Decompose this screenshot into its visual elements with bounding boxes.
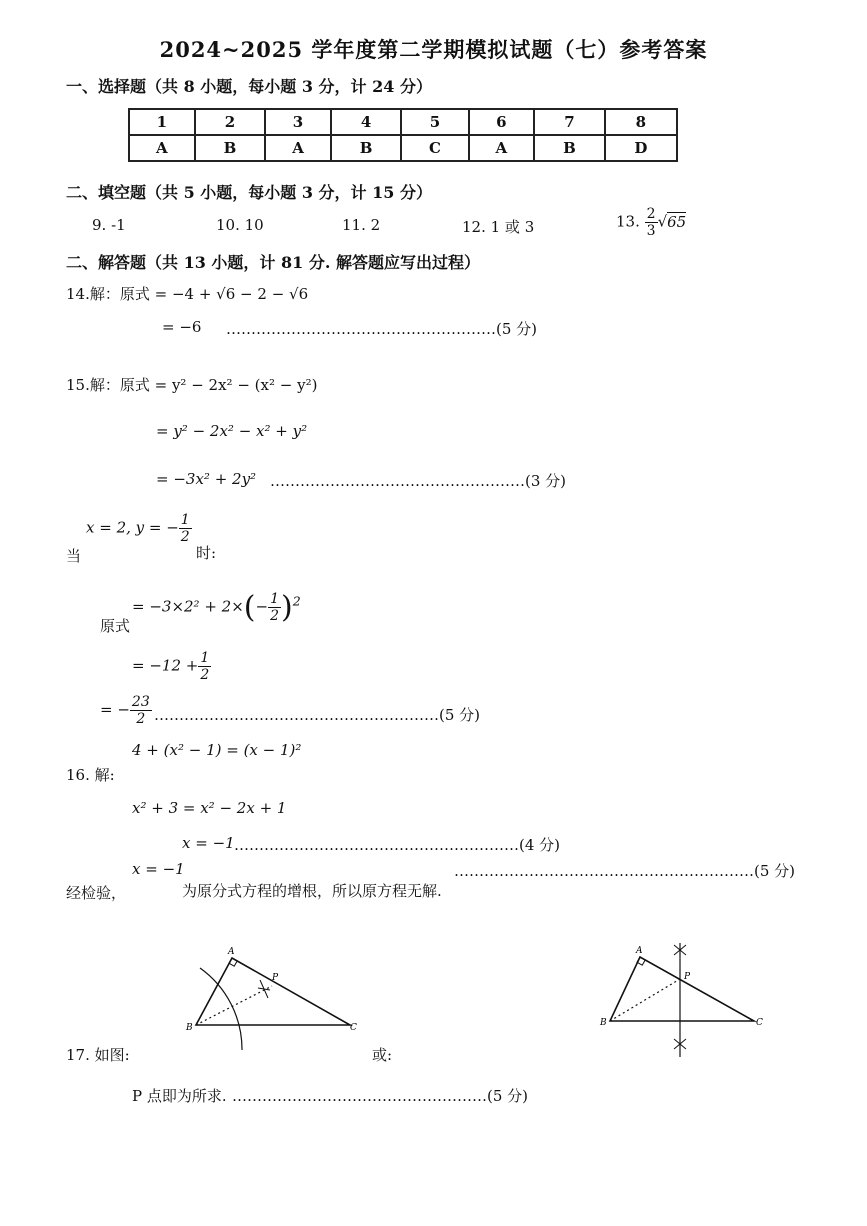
fraction-numerator: 1 — [180, 512, 190, 528]
page-title: 2024~2025 学年度第二学期模拟试题（七）参考答案 — [159, 37, 708, 62]
q14-line1: 14.解：原式 = −4 + √6 − 2 − √6 — [66, 285, 309, 303]
section2-heading: 二、填空题（共 5 小题，每小题 3 分，计 15 分） — [66, 183, 432, 202]
q13-fraction — [645, 206, 658, 239]
q16-label: 16. 解: — [66, 766, 115, 784]
step2-fraction — [198, 650, 211, 683]
q14-score: ………………………………………………(5 分) — [226, 320, 538, 338]
angle-bisector — [196, 986, 272, 1025]
table-cell: A — [129, 135, 195, 161]
q15-when-label: 当 — [66, 547, 82, 565]
q16-score-4: …………………………………………………(4 分) — [234, 836, 561, 854]
triangle-abc — [610, 957, 754, 1021]
table-cell: 7 — [534, 109, 605, 135]
fraction-numerator: 1 — [200, 650, 210, 666]
table-cell: 6 — [469, 109, 535, 135]
fraction-numerator: 1 — [270, 590, 280, 607]
point-c-label: C — [350, 1023, 357, 1033]
q13-number: 13. — [616, 212, 640, 231]
table-cell: 8 — [605, 109, 677, 135]
step2-expression: = −12 + — [132, 656, 199, 675]
q16-eq2: x² + 3 = x² − 2x + 1 — [132, 799, 287, 817]
answer-q13 — [616, 206, 686, 239]
point-b-label: B — [186, 1023, 193, 1033]
point-p-label: P — [272, 973, 279, 983]
answer-q12: 12. 1 或 3 — [462, 218, 535, 236]
fraction-numerator: 23 — [131, 694, 150, 710]
fraction-denominator: 2 — [180, 529, 190, 546]
q16-check-label: 经检验， — [66, 884, 127, 902]
table-cell: A — [265, 135, 331, 161]
q15-when-tail: 时: — [196, 544, 217, 562]
point-p-label: P — [684, 972, 691, 982]
table-cell: C — [401, 135, 468, 161]
q13-radicand: 65 — [667, 212, 687, 231]
step1-fraction — [268, 591, 281, 624]
answer-table-number-row — [129, 109, 677, 135]
triangle-abc — [196, 958, 350, 1025]
answer-q9: 9. -1 — [92, 216, 126, 234]
section1-heading: 一、选择题（共 8 小题，每小题 3 分，计 24 分） — [66, 77, 432, 96]
table-cell: B — [534, 135, 605, 161]
q16-eq4: x = −1 — [132, 860, 185, 878]
table-cell: D — [605, 135, 677, 161]
table-cell: 2 — [195, 109, 266, 135]
point-a-label: A — [228, 947, 235, 957]
condition-expression: x = 2, y = − — [86, 518, 179, 537]
figure-construction-2 — [598, 935, 768, 1065]
section3-heading: 二、解答题（共 13 小题，计 81 分. 解答题应写出过程） — [66, 253, 480, 272]
q17-score: ……………………………………………(5 分) — [232, 1087, 529, 1105]
q15-score-3: ……………………………………………(3 分) — [270, 472, 567, 490]
table-cell: B — [195, 135, 266, 161]
table-cell: 4 — [331, 109, 402, 135]
answer-q11: 11. 2 — [342, 216, 381, 234]
arc-mark — [258, 980, 270, 998]
q17-or-label: 或: — [372, 1046, 393, 1064]
construction-arc — [200, 968, 242, 1050]
q17-conclusion: P 点即为所求. — [132, 1087, 227, 1105]
fraction-denominator: 2 — [200, 667, 210, 684]
result-fraction — [130, 694, 152, 727]
q16-score-5: ……………………………………………………(5 分) — [454, 862, 796, 880]
table-cell: 1 — [129, 109, 195, 135]
table-cell: 3 — [265, 109, 331, 135]
result-prefix: = − — [100, 700, 130, 719]
q16-eq1: 4 + (x² − 1) = (x − 1)² — [132, 741, 302, 759]
q15-line2: = y² − 2x² − x² + y² — [156, 422, 308, 440]
q15-condition — [86, 512, 192, 545]
q15-line3: = −3x² + 2y² — [156, 470, 257, 488]
fraction-numerator: 2 — [646, 206, 656, 222]
step1-expression: = −3×2² + 2× — [132, 597, 244, 616]
q15-line1: 15.解：原式 = y² − 2x² − (x² − y²) — [66, 376, 318, 394]
q15-result — [100, 694, 152, 727]
q14-line2: = −6 — [162, 318, 202, 336]
answer-table — [128, 108, 678, 162]
q17-label: 17. 如图: — [66, 1046, 130, 1064]
answer-table-answer-row — [129, 135, 677, 161]
sqrt-icon: √ — [657, 212, 668, 231]
answer-q10: 10. 10 — [216, 216, 264, 234]
q15-original-label: 原式 — [100, 617, 131, 635]
condition-fraction — [179, 512, 192, 545]
table-cell: B — [331, 135, 402, 161]
table-cell: A — [469, 135, 535, 161]
q16-eq3: x = −1 — [182, 834, 235, 852]
fraction-denominator: 2 — [270, 608, 280, 624]
table-cell: 5 — [401, 109, 468, 135]
fraction-denominator: 2 — [136, 711, 146, 728]
q15-step2 — [132, 650, 211, 683]
q15-step1: = −3×2² + 2×(− $\frac{1}{2}$ )$^2$ — [132, 590, 301, 625]
q15-score-5: …………………………………………………(5 分) — [154, 706, 481, 724]
point-b-label: B — [600, 1018, 607, 1028]
figure-construction-1 — [180, 940, 380, 1060]
fraction-denominator: 3 — [646, 223, 656, 240]
point-a-label: A — [636, 946, 643, 956]
q16-check-text: 为原分式方程的增根，所以原方程无解. — [182, 882, 442, 900]
point-c-label: C — [756, 1018, 763, 1028]
